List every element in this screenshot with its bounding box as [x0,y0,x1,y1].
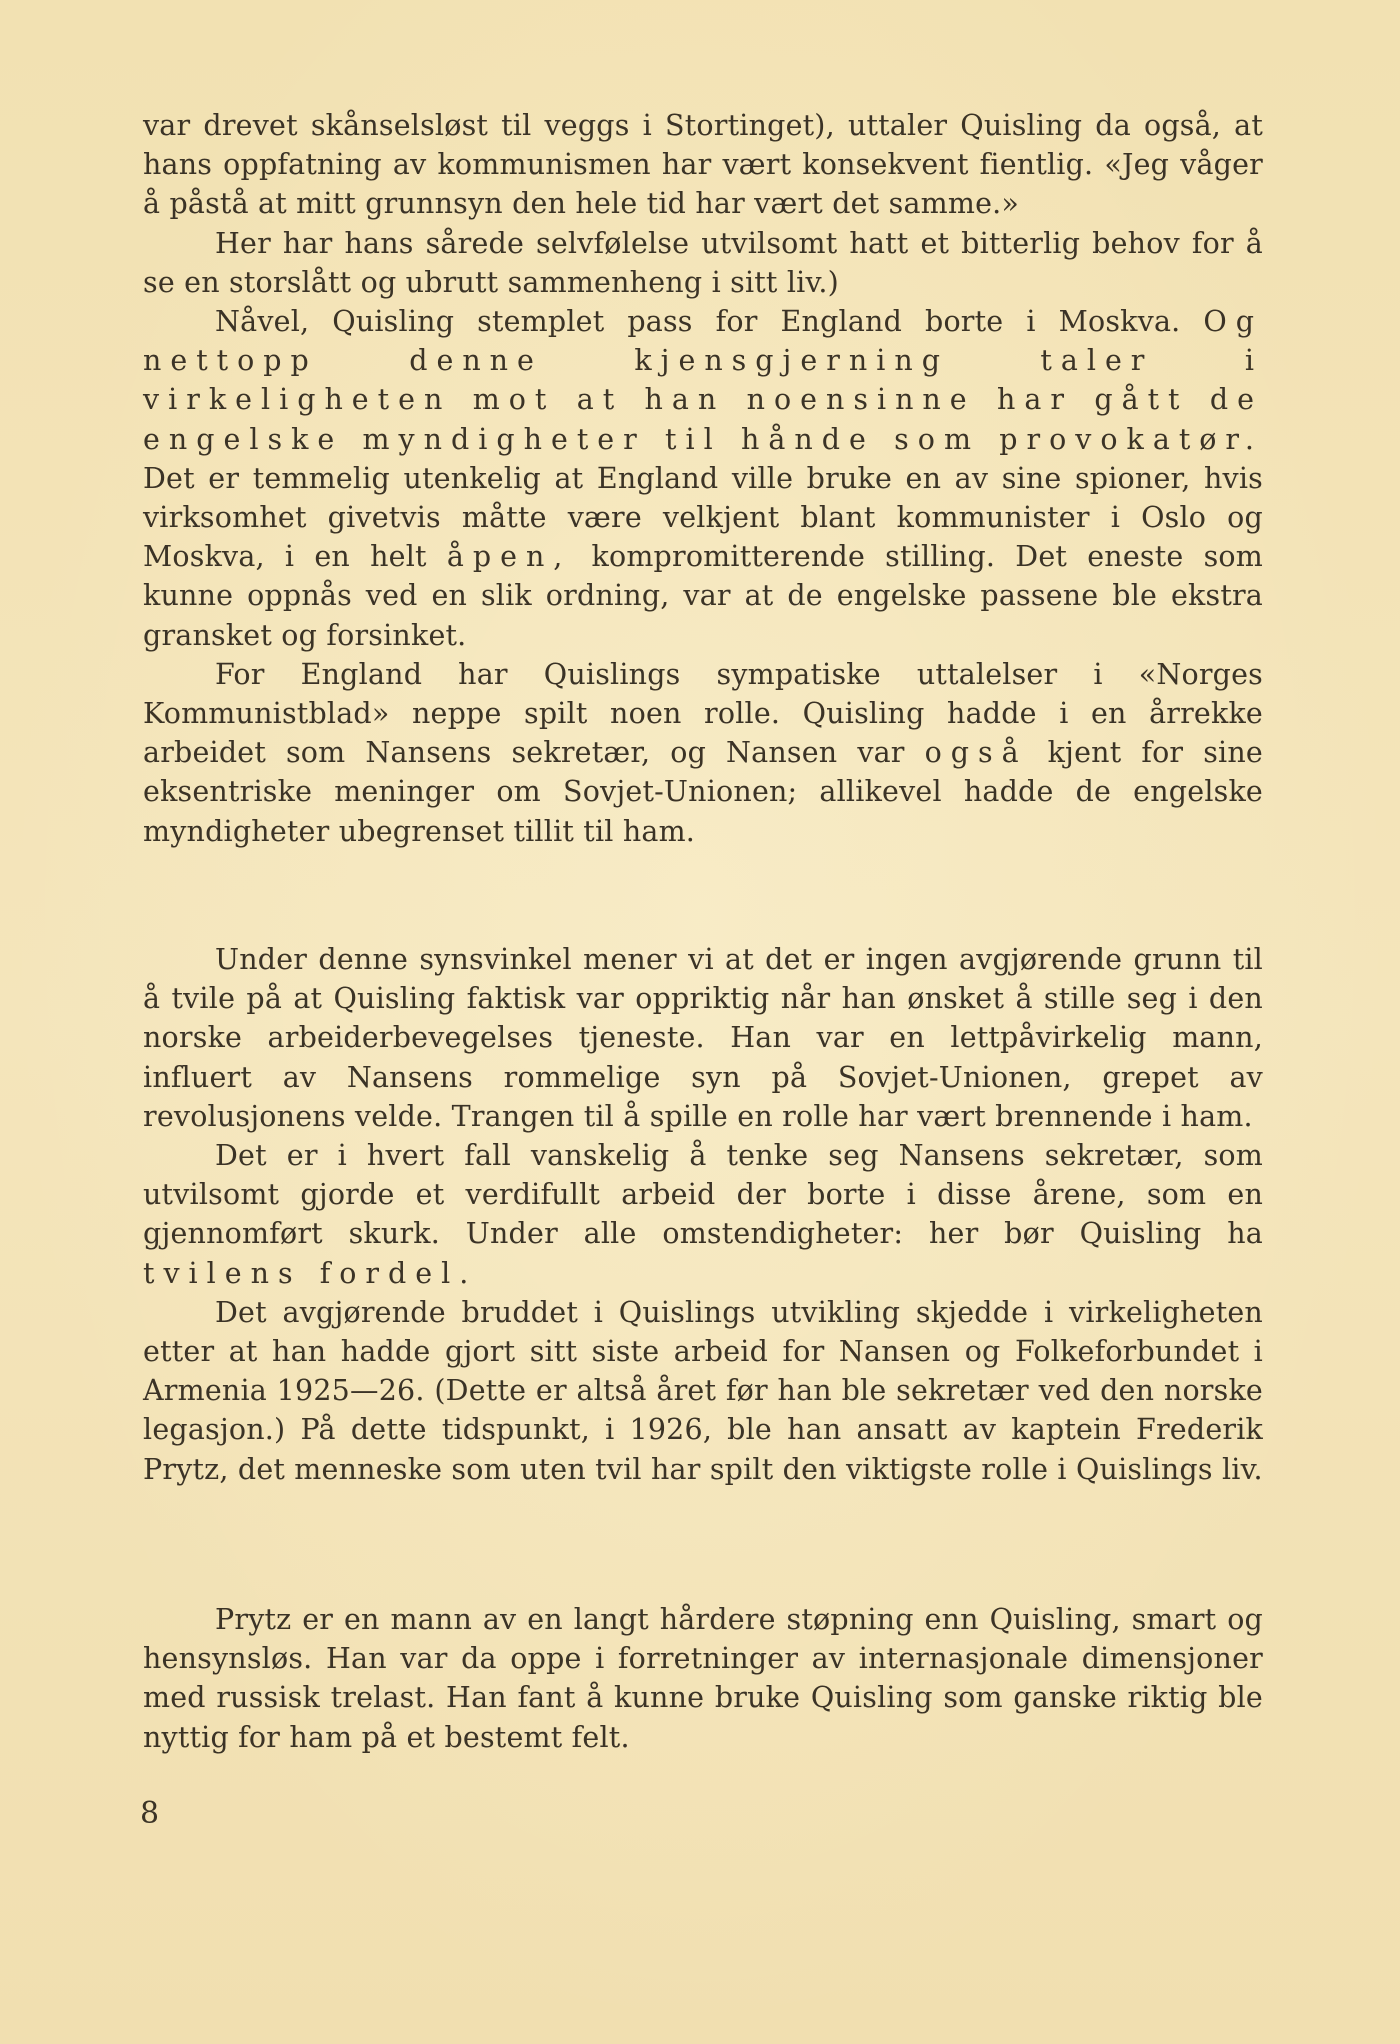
text-run: Under denne synsvinkel mener vi at det er ingen avgjørende grunn til å tvile på at Quisling faktisk var oppriktig når han ønsket å stille seg i den norske arbeiderbevegelses tjeneste. Han var en lettpåvirkelig mann, influert av Nansens rommelige syn på Sovjet-Unionen, grepet av revolusjonens velde. Trangen til å spille en rolle har vært brennende i ham. [143,943,1263,1133]
paragraph [143,940,1263,1136]
text-section-1 [143,106,1263,851]
emphasized-text: Og nettopp denne kjensgjerning taler i virkeligheten mot at han noensinne har gått de engelske myndigheter til hånde som provokatør. [143,305,1263,456]
page-number: 8 [140,1796,160,1831]
text-run: Det er i hvert fall vanskelig å tenke seg Nansens sekretær, som utvilsomt gjorde et verdifullt arbeid der borte i disse årene, som en gjennomført skurk. Under alle omstendigheter: her bør Quisling ha [143,1139,1263,1251]
text-run: kjent for sine eksentriske meninger om Sovjet-Unionen; allikevel hadde de engelske myndigheter ubegrenset tillit til ham. [143,736,1263,848]
text-section-2 [143,940,1263,1489]
text-run: Det er temmelig utenkelig at England ville bruke en av sine spioner, hvis virksomhet givetvis måtte være velkjent blant kommunister i Oslo og Moskva, i en helt [143,461,1263,574]
text-run: Her har hans sårede selvfølelse utvilsomt hatt et bitterlig behov for å se en storslått og ubrutt sammenheng i sitt liv.) [143,226,1263,299]
text-run: For England har Quislings sympatiske uttalelser i «Norges Kommunistblad» neppe spilt noen rolle. Quisling hadde i en årrekke arbeidet som Nansens sekretær, og Nansen var [143,657,1263,770]
paragraph [143,302,1263,655]
text-run: kompromitterende stilling. Det eneste som kunne oppnås ved en slik ordning, var at de engelske passene ble ekstra gransket og forsinket. [143,540,1263,652]
text-section-3 [143,1600,1263,1757]
paragraph [143,655,1263,851]
paragraph [143,1136,1263,1293]
emphasized-text: også [924,736,1028,770]
emphasized-text: åpen, [446,540,572,574]
paragraph [143,224,1263,302]
text-run: Prytz er en mann av en langt hårdere støpning enn Quisling, smart og hensynsløs. Han var da oppe i forretninger av internasjonale dimensjoner med russisk trelast. Han fant å kunne bruke Quisling som ganske riktig ble nyttig for ham på et bestemt felt. [143,1603,1263,1754]
paragraph [143,1293,1263,1489]
paragraph [143,1600,1263,1757]
text-run: var drevet skånselsløst til veggs i Stortinget), uttaler Quisling da også, at hans oppfatning av kommunismen har vært konsekvent fientlig. «Jeg våger å påstå at mitt grunnsyn den hele tid har vært det samme.» [143,109,1263,221]
text-run: Det avgjørende bruddet i Quislings utvikling skjedde i virkeligheten etter at han hadde gjort sitt siste arbeid for Nansen og Folkeforbundet i Armenia 1925—26. (Dette er altså året før han ble sekretær ved den norske legasjon.) På dette tidspunkt, i 1926, ble han ansatt av kaptein Frederik Prytz, det menneske som uten tvil har spilt den viktigste rolle i Quislings liv. [143,1295,1263,1486]
paragraph [143,106,1263,224]
emphasized-text: tvilens fordel. [143,1256,478,1290]
text-run: Nåvel, Quisling stemplet pass for England borte i Moskva. [215,305,1204,339]
